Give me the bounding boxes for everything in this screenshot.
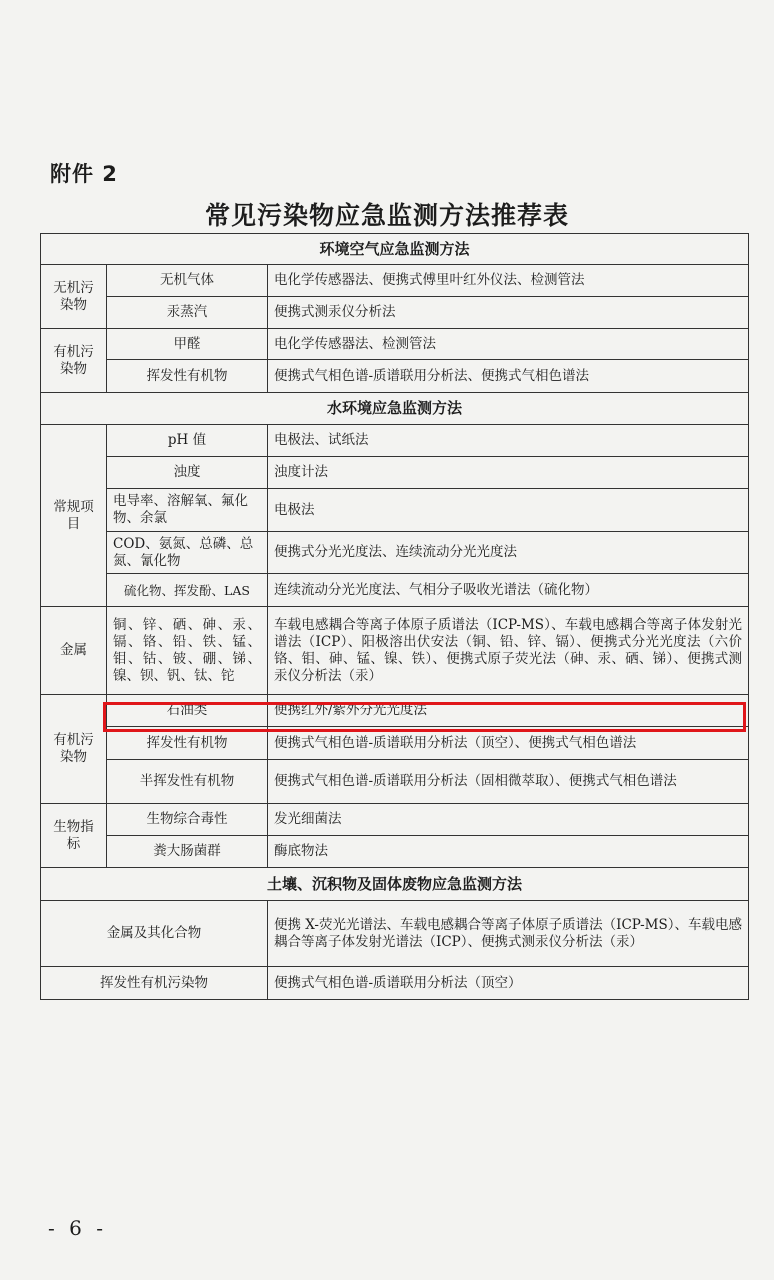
table-row [41, 329, 749, 360]
section-heading-water: 水环境应急监测方法 [41, 393, 749, 425]
method-cell: 连续流动分光光度法、气相分子吸收光谱法（硫化物） [268, 574, 749, 607]
method-cell: 电化学传感器法、便携式傅里叶红外仪法、检测管法 [268, 265, 749, 297]
table-row [41, 457, 749, 489]
item-cell: 硫化物、挥发酚、LAS [107, 574, 268, 607]
method-cell: 车载电感耦合等离子体原子质谱法（ICP-MS）、车载电感耦合等离子体发射光谱法（ICP）、阳极溶出伏安法（铜、铅、锌、镉）、便携式分光光度法（六价铬、钼、砷、锰、镍、铁）、便携式原子荧光法（砷、汞、硒、锑）、便携式测汞仪分析法（汞） [268, 607, 749, 695]
item-cell: COD、氨氮、总磷、总氮、氰化物 [107, 532, 268, 574]
method-cell: 酶底物法 [268, 836, 749, 868]
method-cell: 发光细菌法 [268, 804, 749, 836]
table-row [41, 360, 749, 393]
category-cell: 有机污染物 [41, 695, 107, 804]
section-heading-air: 环境空气应急监测方法 [41, 234, 749, 265]
category-cell: 生物指标 [41, 804, 107, 868]
section-row-water [41, 393, 749, 425]
item-cell: 无机气体 [107, 265, 268, 297]
item-cell: 半挥发性有机物 [107, 760, 268, 804]
method-cell: 便携式分光光度法、连续流动分光光度法 [268, 532, 749, 574]
item-cell: 生物综合毒性 [107, 804, 268, 836]
method-cell: 电化学传感器法、检测管法 [268, 329, 749, 360]
table-row [41, 297, 749, 329]
category-cell: 金属 [41, 607, 107, 695]
table-row [41, 760, 749, 804]
section-row-soil [41, 868, 749, 901]
method-cell: 浊度计法 [268, 457, 749, 489]
item-cell: 粪大肠菌群 [107, 836, 268, 868]
page-number: - 6 - [48, 1216, 107, 1240]
method-cell: 便携红外/紫外分光光度法 [268, 695, 749, 727]
method-cell: 便携式气相色谱-质谱联用分析法（顶空） [268, 967, 749, 1000]
table-row [41, 574, 749, 607]
method-cell: 便携 X-荧光光谱法、车载电感耦合等离子体原子质谱法（ICP-MS）、车载电感耦合等离子体发射光谱法（ICP）、便携式测汞仪分析法（汞） [268, 901, 749, 967]
table-row [41, 489, 749, 532]
table-row [41, 804, 749, 836]
table-row [41, 836, 749, 868]
method-cell: 便携式气相色谱-质谱联用分析法（顶空）、便携式气相色谱法 [268, 727, 749, 760]
table-row [41, 901, 749, 967]
attachment-label: 附件 2 [50, 162, 118, 186]
category-cell: 无机污染物 [41, 265, 107, 329]
item-cell: 挥发性有机物 [107, 360, 268, 393]
item-cell: 金属及其化合物 [41, 901, 268, 967]
item-cell: pH 值 [107, 425, 268, 457]
table-row [41, 727, 749, 760]
method-cell: 电极法、试纸法 [268, 425, 749, 457]
item-cell: 电导率、溶解氧、氟化物、余氯 [107, 489, 268, 532]
item-cell: 挥发性有机污染物 [41, 967, 268, 1000]
table-row-highlighted [41, 695, 749, 727]
table-row [41, 607, 749, 695]
category-cell: 常规项目 [41, 425, 107, 607]
item-cell: 浊度 [107, 457, 268, 489]
item-cell: 甲醛 [107, 329, 268, 360]
category-cell: 有机污染物 [41, 329, 107, 393]
item-cell: 汞蒸汽 [107, 297, 268, 329]
table-row [41, 532, 749, 574]
method-cell: 电极法 [268, 489, 749, 532]
section-heading-soil: 土壤、沉积物及固体废物应急监测方法 [41, 868, 749, 901]
method-cell: 便携式测汞仪分析法 [268, 297, 749, 329]
item-cell: 铜、锌、硒、砷、汞、镉、铬、铅、铁、锰、钼、钴、铍、硼、锑、镍、钡、钒、钛、铊 [107, 607, 268, 695]
method-cell: 便携式气相色谱-质谱联用分析法、便携式气相色谱法 [268, 360, 749, 393]
table-row [41, 967, 749, 1000]
item-cell: 石油类 [107, 695, 268, 727]
document-title: 常见污染物应急监测方法推荐表 [204, 201, 569, 230]
section-row-air [41, 234, 749, 265]
table-row [41, 425, 749, 457]
monitoring-methods-table [40, 233, 749, 1000]
item-cell: 挥发性有机物 [107, 727, 268, 760]
table-row [41, 265, 749, 297]
method-cell: 便携式气相色谱-质谱联用分析法（固相微萃取）、便携式气相色谱法 [268, 760, 749, 804]
